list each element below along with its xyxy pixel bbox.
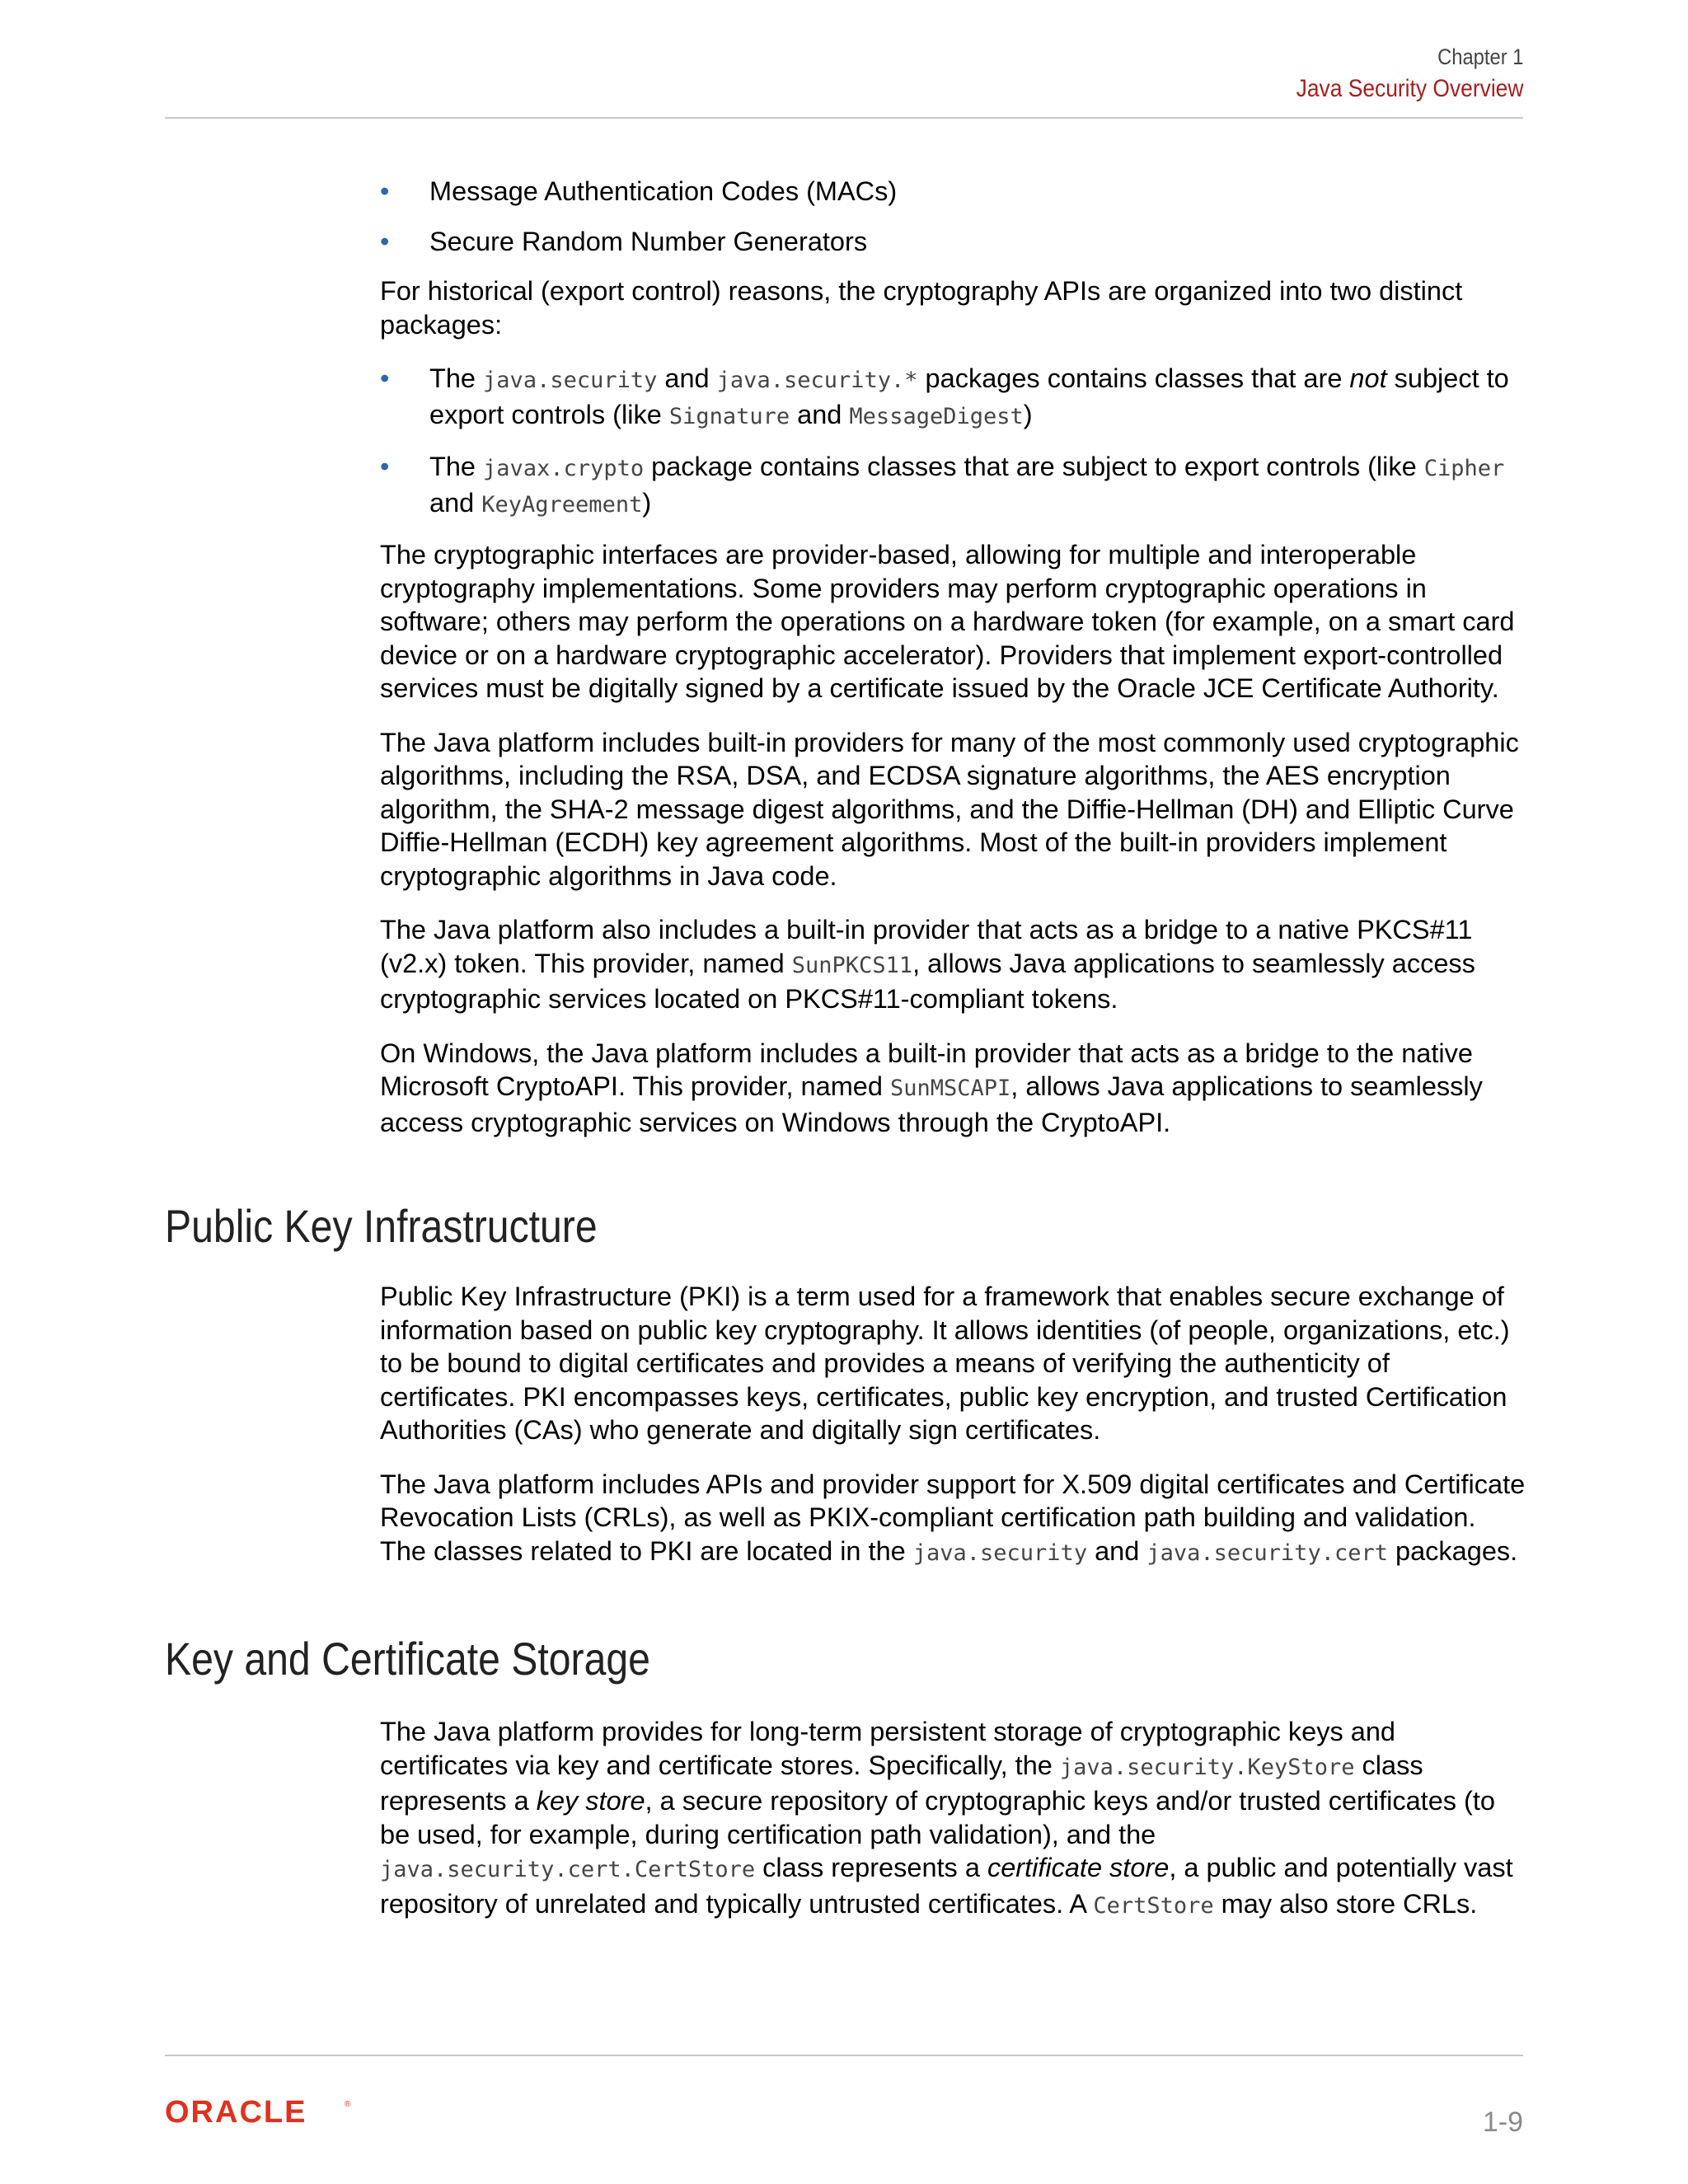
pki-section — [380, 1280, 1526, 1591]
oracle-logo — [165, 2097, 354, 2134]
storage-section — [380, 1715, 1526, 1943]
chapter-title: Java Security Overview — [1296, 75, 1523, 102]
bullet-icon: • — [380, 452, 390, 481]
list-item: • The java.security and java.security.* packages contains classes that are not subject to export controls (like Signature and MessageDigest) — [380, 363, 1509, 429]
pkcs-paragraph: The Java platform also includes a built-in provider that acts as a bridge to a native PKCS#11 (v2.x) token. This provider, named SunPKCS11, allows Java applications to seamlessly access cryptographic services located on PKCS#11-compliant tokens. — [380, 915, 1475, 1014]
bullet-icon: • — [380, 176, 390, 206]
historical-paragraph: For historical (export control) reasons, the cryptography APIs are organized into two distinct packages: — [380, 276, 1463, 340]
storage-paragraph: The Java platform provides for long-term persistent storage of cryptographic keys and certificates via key and certificate stores. Specifically, the java.security.KeyStore class represents a key store, a secure repository of cryptographic keys and/or trusted certificates (to be used, for example, during certification path validation), and the java.security.cert.CertStore class represents a certificate store, a public and potentially vast repository of unrelated and typically untrusted certificates. A CertStore may also store CRLs. — [380, 1717, 1513, 1919]
oracle-logo-icon — [165, 2097, 354, 2130]
page-body — [380, 175, 1526, 1160]
pki-paragraph: Public Key Infrastructure (PKI) is a term used for a framework that enables secure exchange of information based on public key cryptography. It allows identities (of people, organizations, etc.) to be bound to digital certificates and provides a means of verifying the authenticity of certificates. PKI encompasses keys, certificates, public key encryption, and trusted Certification Authorities (CAs) who generate and digitally sign certificates. — [380, 1282, 1510, 1445]
page-number: 1-9 — [1482, 2107, 1523, 2138]
chapter-number: Chapter 1 — [1437, 45, 1523, 69]
bullet-icon: • — [380, 226, 390, 256]
provider-paragraph: The cryptographic interfaces are provider-based, allowing for multiple and interoperable cryptography implementations. Some providers may perform cryptographic operations in software; others may perform the operations on a hardware token (for example, on a smart card device or on a hardware cryptographic accelerator). Providers that implement export-controlled services must be digitally signed by a certificate issued by the Oracle JCE Certificate Authority. — [380, 540, 1515, 703]
list-item: • The javax.crypto package contains classes that are subject to export controls (like Cipher and KeyAgreement) — [380, 452, 1505, 518]
list-item: • Secure Random Number Generators — [380, 225, 1526, 259]
running-header — [1265, 41, 1523, 105]
pki-apis-paragraph: The Java platform includes APIs and provider support for X.509 digital certificates and Certificate Revocation Lists (CRLs), as well as PKIX-compliant certification path building and validation. The classes related to PKI are located in the java.security and java.security.cert packages. — [380, 1469, 1526, 1566]
mscapi-paragraph: On Windows, the Java platform includes a built-in provider that acts as a bridge to the native Microsoft CryptoAPI. This provider, named SunMSCAPI, allows Java applications to seamlessly access cryptographic services on Windows through the CryptoAPI. — [380, 1038, 1483, 1137]
section-heading-storage: Key and Certificate Storage — [165, 1633, 650, 1685]
section-heading-pki: Public Key Infrastructure — [165, 1200, 598, 1252]
bullet-icon: • — [380, 363, 390, 393]
builtin-paragraph: The Java platform includes built-in providers for many of the most commonly used cryptographic algorithms, including the RSA, DSA, and ECDSA signature algorithms, the AES encryption algorithm, the SHA-2 message digest algorithms, and the Diffie-Hellman (DH) and Elliptic Curve Diffie-Hellman (ECDH) key agreement algorithms. Most of the built-in providers implement cryptographic algorithms in Java code. — [380, 727, 1519, 891]
svg-text:®: ® — [345, 2100, 351, 2109]
footer-rule — [165, 2055, 1523, 2056]
svg-text:ORACLE: ORACLE — [165, 2097, 307, 2130]
list-item: • Message Authentication Codes (MACs) — [380, 175, 1526, 209]
header-rule — [165, 117, 1523, 119]
